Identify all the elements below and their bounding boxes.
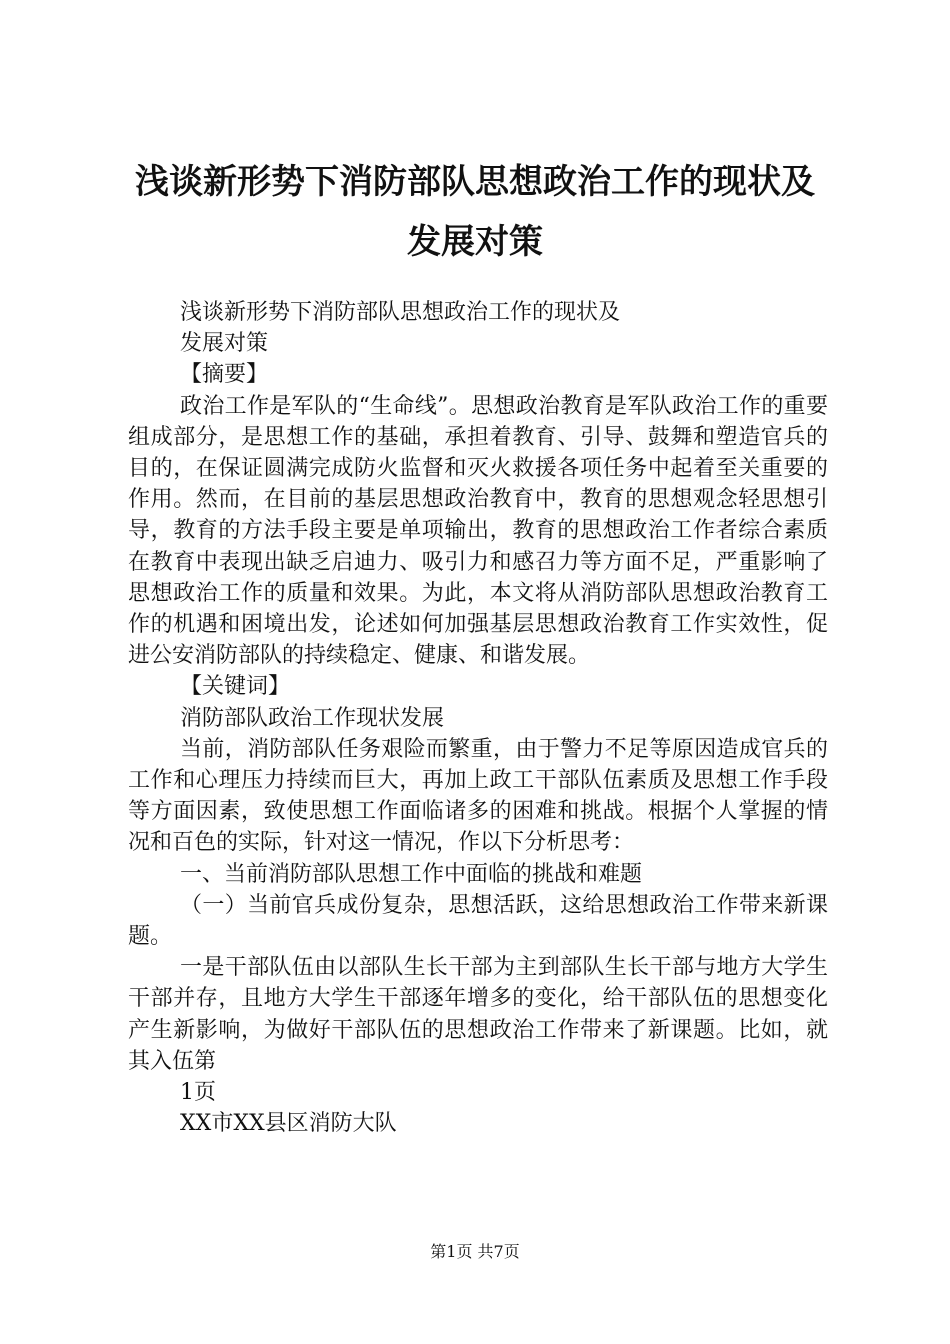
body-paragraph: 当前，消防部队任务艰险而繁重，由于警力不足等原因造成官兵的工作和心理压力持续而巨大，再加上政工干部队伍素质及思想工作手段等方面因素，致使思想工作面临诸多的困难和挑战。根据个人掌握的情况和百色的实际，针对这一情况，作以下分析思考：	[128, 736, 828, 856]
subsection-heading: （一）当前官兵成份复杂，思想活跃，这给思想政治工作带来新课题。	[128, 892, 828, 950]
abstract-heading: 【摘要】	[180, 362, 269, 388]
document-title-line1: 浅谈新形势下消防部队思想政治工作的现状及	[135, 162, 815, 202]
subtitle-line2: 发展对策	[180, 331, 269, 357]
page-marker: 1页	[180, 1080, 216, 1106]
section-heading: 一、当前消防部队思想工作中面临的挑战和难题	[180, 861, 643, 887]
body-paragraph: 一是干部队伍由以部队生长干部为主到部队生长干部与地方大学生干部并存，且地方大学生干部逐年增多的变化，给干部队伍的思想变化产生新影响，为做好干部队伍的思想政治工作带来了新课题。比如，就其入伍第	[128, 955, 828, 1074]
document-title-line2: 发展对策	[407, 222, 543, 262]
abstract-paragraph: 政治工作是军队的“生命线”。思想政治教育是军队政治工作的重要组成部分，是思想工作的基础，承担着教育、引导、鼓舞和塑造官兵的目的，在保证圆满完成防火监督和灭火救援各项任务中起着至关重要的作用。然而，在目前的基层思想政治教育中，教育的思想观念轻思想引导，教育的方法手段主要是单项输出，教育的思想政治工作者综合素质在教育中表现出缺乏启迪力、吸引力和感召力等方面不足，严重影响了思想政治工作的质量和效果。为此，本文将从消防部队思想政治教育工作的机遇和困境出发，论述如何加强基层思想政治教育工作实效性，促进公安消防部队的持续稳定、健康、和谐发展。	[128, 393, 828, 669]
document-body	[128, 297, 828, 1139]
organization-line: XX市XX县区消防大队	[180, 1111, 397, 1137]
page-footer: 第1页 共7页	[430, 1242, 520, 1261]
keywords-heading: 【关键词】	[180, 674, 291, 700]
keywords-text: 消防部队政治工作现状发展	[180, 705, 445, 731]
subtitle-line1: 浅谈新形势下消防部队思想政治工作的现状及	[180, 300, 621, 325]
